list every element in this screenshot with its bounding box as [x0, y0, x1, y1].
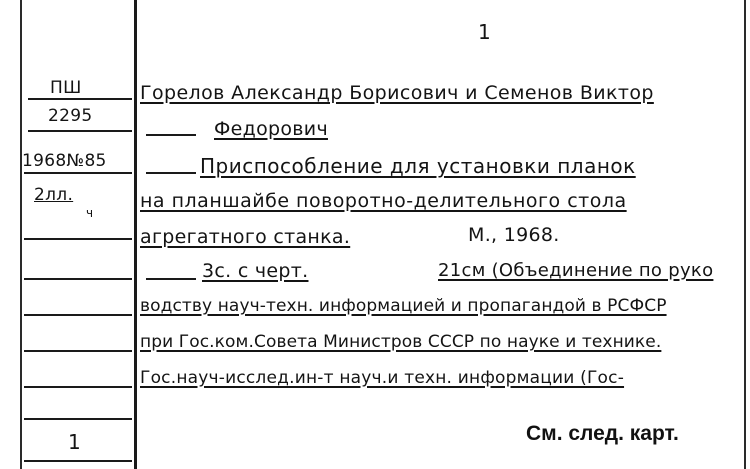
- catalog-number: 2295: [48, 106, 93, 126]
- title-line-2: на планшайбе поворотно-делительного стола: [140, 190, 627, 212]
- indent-dash-2: [146, 172, 196, 174]
- series-line-3: при Гос.ком.Совета Министров СССР по науке и технике.: [140, 332, 662, 352]
- left-rule-5: [24, 278, 132, 280]
- left-rule-8: [24, 386, 132, 388]
- title-line-3: агрегатного станка.: [140, 226, 351, 248]
- left-rule-4: [24, 238, 132, 240]
- page-number: 1: [478, 20, 492, 44]
- sheets-count: 2лл.: [34, 185, 74, 205]
- series-line-4: Гос.науч-исслед.ин-т науч.и техн. информации (Гос-: [140, 368, 625, 388]
- left-rule-6: [24, 314, 132, 316]
- left-rule-10: [24, 460, 132, 462]
- series-line-1: 21см (Объединение по руко: [438, 260, 714, 281]
- shelf-code: ПШ: [50, 78, 82, 98]
- right-margin-line: [744, 0, 746, 469]
- left-rule-3: [24, 172, 132, 174]
- left-rule-9: [24, 418, 132, 420]
- indent-dash-1: [146, 134, 196, 136]
- left-rule-7: [24, 350, 132, 352]
- sheets-mark: ч: [86, 206, 94, 220]
- author-line: Горелов Александр Борисович и Семенов Виктор: [140, 82, 654, 104]
- left-column-divider: [134, 0, 137, 469]
- year-and-number: 1968№85: [22, 151, 107, 171]
- left-rule-1: [28, 98, 132, 100]
- indent-dash-3: [146, 278, 196, 280]
- collation: 3с. с черт.: [202, 260, 309, 282]
- continued-note: См. след. карт.: [526, 422, 679, 445]
- bottom-mark: 1: [68, 430, 82, 454]
- series-line-2: водству науч-техн. информацией и пропагандой в РСФСР: [140, 296, 667, 316]
- title-line-1: Приспособление для установки планок: [200, 154, 636, 178]
- left-rule-2: [28, 130, 132, 132]
- left-margin-line: [20, 0, 22, 469]
- imprint: М., 1968.: [468, 224, 560, 246]
- author-line-2: Федорович: [214, 118, 328, 140]
